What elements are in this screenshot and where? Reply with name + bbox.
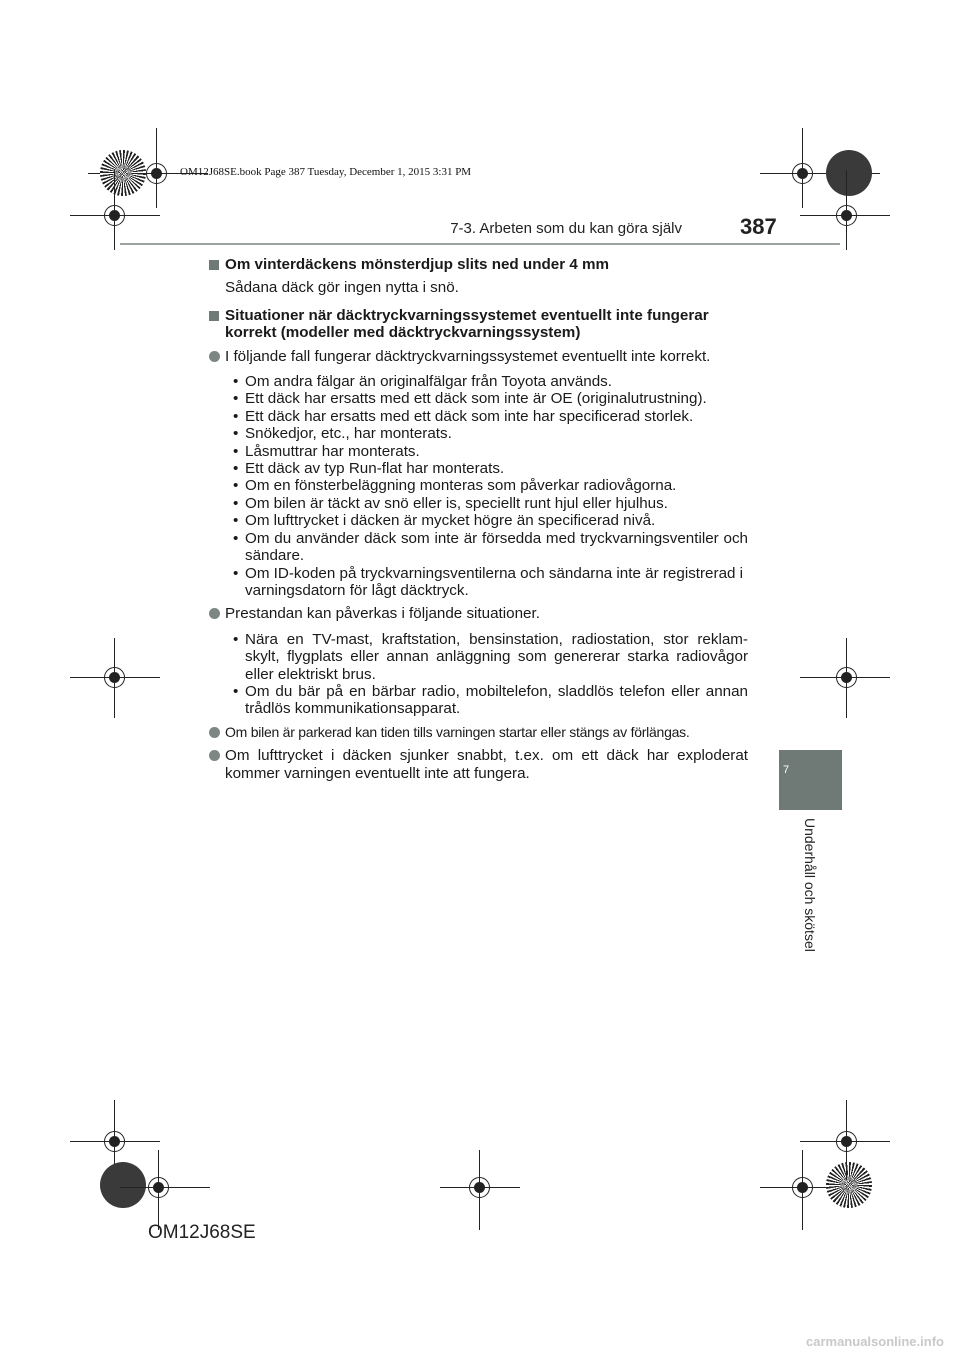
square-bullet-icon <box>209 311 219 321</box>
list-item: • Om en fönsterbeläggning monteras som påverkar radiovågorna. <box>232 477 748 494</box>
bullet-text: Om bilen är parkerad kan tiden tills varningen startar eller stängs av förlängas. <box>225 723 690 740</box>
list-item: • Om lufttrycket i däcken är mycket högre än specificerad nivå. <box>232 512 748 529</box>
list-item: • Om du använder däck som inte är försedda med tryckvarningsventiler och sändare. <box>232 530 748 565</box>
list-item: • Om ID-koden på tryckvarningsventilerna och sändarna inte är registrerad i varningsdatorn för lågt däcktryck. <box>232 565 748 600</box>
square-bullet-icon <box>209 260 219 270</box>
page-number: 387 <box>740 214 777 239</box>
circle-bullet-icon <box>209 608 220 619</box>
manual-code: OM12J68SE <box>148 1222 256 1243</box>
bullet-item <box>208 348 748 365</box>
heading-text: Om vinterdäckens mönsterdjup slits ned under 4 mm <box>225 256 610 273</box>
sub-list <box>232 631 748 718</box>
circle-bullet-icon <box>209 727 220 738</box>
heading-text: Situationer när däcktryckvarningssystemet eventuellt inte fungerar korrekt (modeller med däcktryckvarningssystem) <box>225 306 709 342</box>
section-heading <box>208 256 748 273</box>
solid-disk-mark <box>100 1162 146 1208</box>
watermark: carmanualsonline.info <box>806 1334 944 1349</box>
bullet-item <box>208 747 748 782</box>
header-rule <box>120 243 840 245</box>
bullet-item <box>208 724 748 741</box>
bullet-text: Prestandan kan påverkas i följande situationer. <box>225 605 540 623</box>
section-title: 7-3. Arbeten som du kan göra själv <box>450 220 682 237</box>
chapter-number: 7 <box>783 764 790 776</box>
circle-bullet-icon <box>209 750 220 761</box>
sunburst-mark <box>826 1162 872 1208</box>
circle-bullet-icon <box>209 351 220 362</box>
section-heading <box>208 307 748 342</box>
list-item: • Om bilen är täckt av snö eller is, speciellt runt hjul eller hjulhus. <box>232 495 748 512</box>
solid-disk-mark <box>826 150 872 196</box>
bullet-item <box>208 605 748 622</box>
list-item: • Om du bär på en bärbar radio, mobiltelefon, sladdlös telefon eller annan trådlös kommunikationsapparat. <box>232 683 748 718</box>
bullet-text: I följande fall fungerar däcktryckvarningssystemet eventuellt inte korrekt. <box>225 347 711 365</box>
list-item: • Ett däck har ersatts med ett däck som inte har specificerad storlek. <box>232 408 748 425</box>
list-item: • Om andra fälgar än originalfälgar från Toyota används. <box>232 373 748 390</box>
chapter-tab <box>779 750 842 810</box>
list-item: • Snökedjor, etc., har monterats. <box>232 425 748 442</box>
page-content <box>208 256 748 782</box>
list-item: • Ett däck av typ Run-flat har monterats. <box>232 460 748 477</box>
chapter-label: Underhåll och skötsel <box>802 818 818 952</box>
list-item: • Låsmuttrar har monterats. <box>232 443 748 460</box>
bullet-text: Om lufttrycket i däcken sjunker snabbt, t.ex. om ett däck har exploderat kommer varningen eventuellt inte att fungera. <box>225 747 748 782</box>
paragraph: Sådana däck gör ingen nytta i snö. <box>225 279 459 297</box>
book-info-line: OM12J68SE.book Page 387 Tuesday, December 1, 2015 3:31 PM <box>180 166 472 178</box>
list-item: • Nära en TV-mast, kraftstation, bensinstation, radiostation, stor reklam-skylt, flygplats eller annan anläggning som genererar starka radiovågor eller elektriskt brus. <box>232 631 748 683</box>
sunburst-mark <box>100 150 146 196</box>
list-item: • Ett däck har ersatts med ett däck som inte är OE (originalutrustning). <box>232 390 748 407</box>
sub-list <box>232 373 748 599</box>
